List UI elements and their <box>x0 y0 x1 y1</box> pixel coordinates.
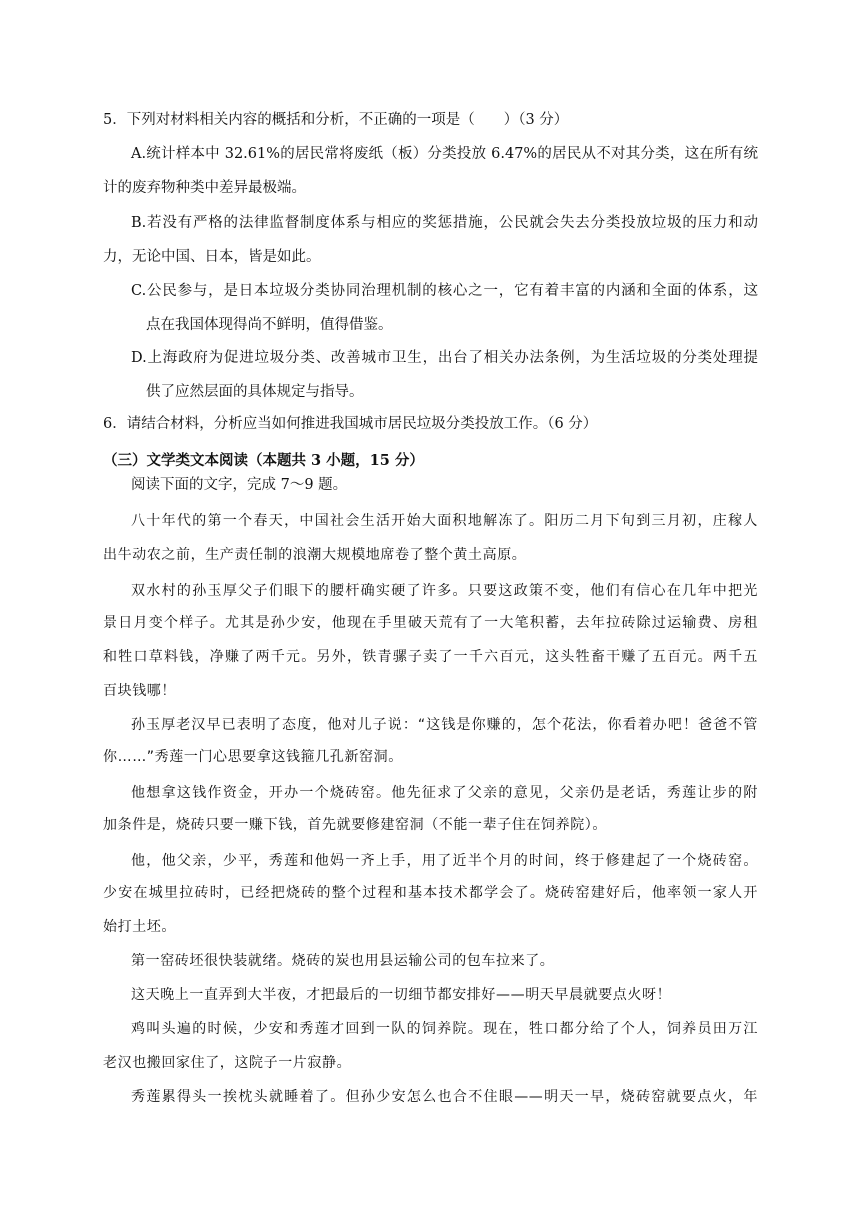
story-line-15: 这天晚上一直弄到大半夜，才把最后的一切细节都安排好——明天早晨就要点火呀！ <box>131 987 672 1003</box>
story-line-3: 双水村的孙玉厚父子们眼下的腰杆确实硬了许多。只要这政策不变，他们有信心在几年中把光 <box>131 583 758 599</box>
option-d-line-2: 供了应然层面的具体规定与指导。 <box>146 384 364 400</box>
story-line-12: 少安在城里拉砖时，已经把烧砖的整个过程和基本技术都学会了。烧砖窑建好后，他率领一家人开 <box>103 885 758 901</box>
option-a-line-2: 计的废弃物种类中差异最极端。 <box>103 180 306 196</box>
story-line-2: 出牛动农之前，生产责任制的浪潮大规模地席卷了整个黄土高原。 <box>103 547 527 563</box>
story-line-16: 鸡叫头遍的时候，少安和秀莲才回到一队的饲养院。现在，牲口都分给了个人，饲养员田万江 <box>131 1021 758 1037</box>
story-line-14: 第一窑砖坯很快装就绪。烧砖的炭也用县运输公司的包车拉来了。 <box>131 953 555 969</box>
option-d-line-1: D.上海政府为促进垃圾分类、改善城市卫生，出台了相关办法条例，为生活垃圾的分类处理提 <box>131 350 758 366</box>
section-3-instruction: 阅读下面的文字，完成 7～9 题。 <box>131 477 348 493</box>
question-6-stem: 6．请结合材料，分析应当如何推进我国城市居民垃圾分类投放工作。（6 分） <box>103 416 598 432</box>
story-line-17: 老汉也搬回家住了，这院子一片寂静。 <box>103 1055 352 1071</box>
story-line-11: 他，他父亲，少平，秀莲和他妈一齐上手，用了近半个月的时间，终于修建起了一个烧砖窑。 <box>131 853 758 869</box>
story-line-7: 孙玉厚老汉早已表明了态度，他对儿子说：“这钱是你赚的，怎个花法，你看着办吧！爸爸不管 <box>131 717 758 733</box>
question-5-stem: 5．下列对材料相关内容的概括和分析，不正确的一项是（ ）（3 分） <box>103 112 569 128</box>
story-line-8: 你……”秀莲一门心思要拿这钱箍几孔新窑洞。 <box>103 749 403 765</box>
option-c-line-2: 点在我国体现得尚不鲜明，值得借鉴。 <box>146 317 393 333</box>
story-line-6: 百块钱哪！ <box>103 683 176 699</box>
story-line-5: 和牲口草料钱，净赚了两千元。另外，铁青骡子卖了一千六百元，这头牲畜干赚了五百元。两千五 <box>103 649 758 665</box>
story-line-13: 始打土坯。 <box>103 919 176 935</box>
option-b-line-2: 力，无论中国、日本，皆是如此。 <box>103 249 321 265</box>
option-b-line-1: B.若没有严格的法律监督制度体系与相应的奖惩措施，公民就会失去分类投放垃圾的压力和动 <box>131 215 758 231</box>
story-line-18: 秀莲累得头一挨枕头就睡着了。但孙少安怎么也合不住眼——明天一早，烧砖窑就要点火，年 <box>131 1089 758 1105</box>
option-c-line-1: C.公民参与，是日本垃圾分类协同治理机制的核心之一，它有着丰富的内涵和全面的体系，这 <box>131 283 758 299</box>
option-a-line-1: A.统计样本中 32.61%的居民常将废纸（板）分类投放 6.47%的居民从不对其分类，这在所有统 <box>131 146 758 162</box>
story-line-10: 加条件是，烧砖只要一赚下钱，首先就要修建窑洞（不能一辈子住在饲养院）。 <box>103 817 607 833</box>
section-3-heading: （三）文学类文本阅读（本题共 3 小题，15 分） <box>103 452 424 469</box>
story-line-1: 八十年代的第一个春天，中国社会生活开始大面积地解冻了。阳历二月下旬到三月初，庄稼人 <box>131 513 758 529</box>
story-line-9: 他想拿这钱作资金，开办一个烧砖窑。他先征求了父亲的意见，父亲仍是老话，秀莲让步的附 <box>131 785 758 801</box>
story-line-4: 景日月变个样子。尤其是孙少安，他现在手里破天荒有了一大笔积蓄，去年拉砖除过运输费、房租 <box>103 615 758 631</box>
